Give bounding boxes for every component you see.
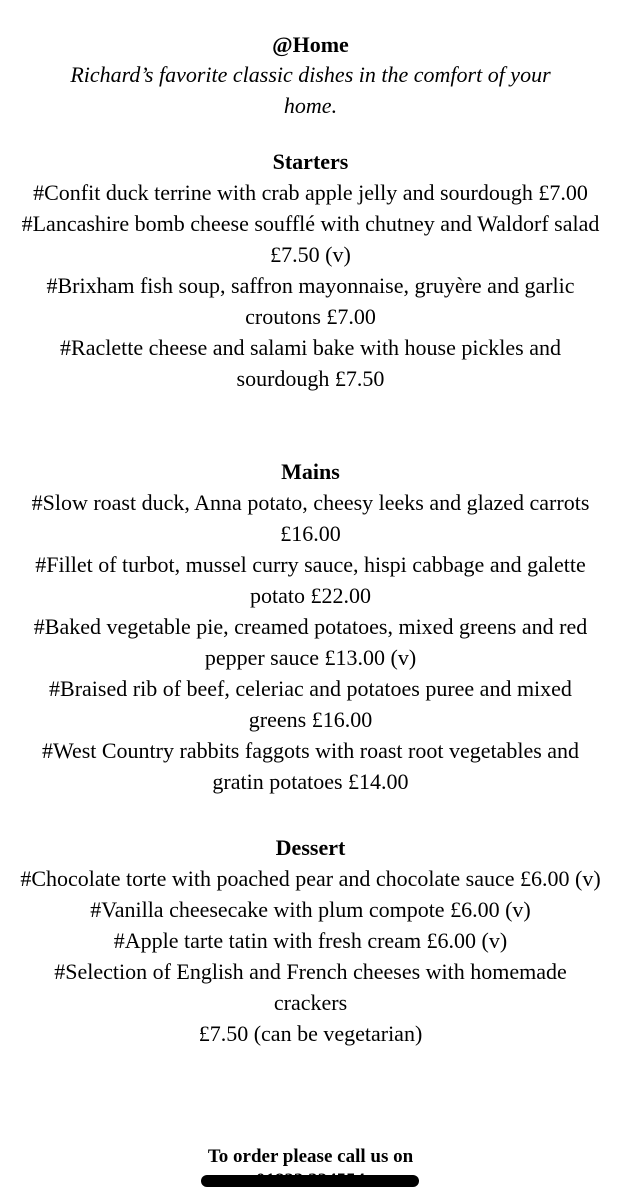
menu-item: #Raclette cheese and salami bake with house pickles and sourdough £7.50 bbox=[60, 335, 561, 391]
menu-item: #Fillet of turbot, mussel curry sauce, hispi cabbage and galette potato £22.00 bbox=[35, 552, 586, 608]
menu-subtitle: Richard’s favorite classic dishes in the comfort of your home. bbox=[70, 62, 551, 118]
mains-section bbox=[20, 456, 601, 797]
starters-section bbox=[20, 146, 601, 394]
menu-item: #Baked vegetable pie, creamed potatoes, mixed greens and red pepper sauce £13.00 (v) bbox=[33, 614, 588, 670]
menu-item: #Chocolate torte with poached pear and chocolate sauce £6.00 (v) bbox=[20, 866, 601, 891]
menu-title: @Home bbox=[272, 32, 349, 57]
menu-item: #Slow roast duck, Anna potato, cheesy leeks and glazed carrots £16.00 bbox=[31, 490, 590, 546]
phone-number-area bbox=[0, 1168, 621, 1198]
order-instructions: To order please call us on bbox=[207, 1146, 414, 1167]
section-title-mains: Mains bbox=[281, 459, 340, 484]
menu-item: #Vanilla cheesecake with plum compote £6.00 (v) bbox=[90, 897, 531, 922]
menu-item: £7.50 (can be vegetarian) bbox=[198, 1021, 423, 1046]
menu-item: #Lancashire bomb cheese soufflé with chutney and Waldorf salad £7.50 (v) bbox=[21, 211, 600, 267]
menu-item: #West Country rabbits faggots with roast root vegetables and gratin potatoes £14.00 bbox=[41, 738, 580, 794]
menu-item: #Braised rib of beef, celeriac and potatoes puree and mixed greens £16.00 bbox=[49, 676, 572, 732]
section-title-starters: Starters bbox=[272, 149, 349, 174]
section-title-dessert: Dessert bbox=[275, 835, 346, 860]
menu-item: #Confit duck terrine with crab apple jelly and sourdough £7.00 bbox=[33, 180, 588, 205]
menu-item: #Brixham fish soup, saffron mayonnaise, gruyère and garlic croutons £7.00 bbox=[46, 273, 575, 329]
redaction-bar bbox=[201, 1175, 419, 1187]
dessert-section bbox=[20, 832, 601, 1049]
menu-item: #Selection of English and French cheeses with homemade crackers bbox=[54, 959, 567, 1015]
menu-item: #Apple tarte tatin with fresh cream £6.00 (v) bbox=[113, 928, 508, 953]
